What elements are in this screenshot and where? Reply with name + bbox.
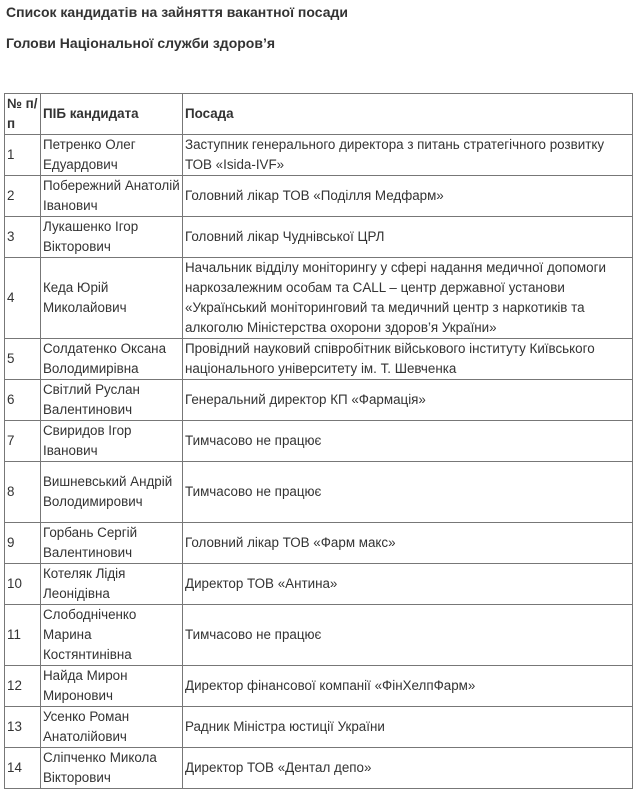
table-row bbox=[5, 666, 633, 707]
candidate-name: Горбань Сергій Валентинович bbox=[41, 523, 183, 564]
row-number: 6 bbox=[5, 380, 41, 421]
table-row bbox=[5, 523, 633, 564]
column-header-number: № п/п bbox=[5, 94, 41, 135]
candidate-position: Тимчасово не працює bbox=[183, 462, 633, 523]
table-row bbox=[5, 380, 633, 421]
table-row bbox=[5, 176, 633, 217]
candidate-position: Тимчасово не працює bbox=[183, 421, 633, 462]
row-number: 12 bbox=[5, 666, 41, 707]
table-row bbox=[5, 605, 633, 666]
table-header-row bbox=[5, 94, 633, 135]
table-row bbox=[5, 707, 633, 748]
candidates-table bbox=[4, 93, 633, 789]
page-subtitle: Голови Національної служби здоров’я bbox=[6, 35, 276, 51]
row-number: 14 bbox=[5, 748, 41, 789]
row-number: 3 bbox=[5, 217, 41, 258]
candidate-name: Слободніченко Марина Костянтинівна bbox=[41, 605, 183, 666]
candidate-position: Тимчасово не працює bbox=[183, 605, 633, 666]
candidate-position: Генеральний директор КП «Фармація» bbox=[183, 380, 633, 421]
page-title: Список кандидатів на зайняття вакантної посади bbox=[6, 4, 348, 20]
candidate-position: Головний лікар ТОВ «Поділля Медфарм» bbox=[183, 176, 633, 217]
candidate-position: Директор фінансової компанії «ФінХелпФарм» bbox=[183, 666, 633, 707]
row-number: 11 bbox=[5, 605, 41, 666]
candidate-name: Світлий Руслан Валентинович bbox=[41, 380, 183, 421]
row-number: 10 bbox=[5, 564, 41, 605]
row-number: 9 bbox=[5, 523, 41, 564]
row-number: 13 bbox=[5, 707, 41, 748]
column-header-position: Посада bbox=[183, 94, 633, 135]
candidate-name: Солдатенко Оксана Володимирівна bbox=[41, 339, 183, 380]
table-row bbox=[5, 462, 633, 523]
candidate-name: Сліпченко Микола Вікторович bbox=[41, 748, 183, 789]
table-row bbox=[5, 748, 633, 789]
candidate-name: Побережний Анатолій Іванович bbox=[41, 176, 183, 217]
row-number: 2 bbox=[5, 176, 41, 217]
candidate-name: Петренко Олег Едуардович bbox=[41, 135, 183, 176]
candidate-name: Кеда Юрій Миколайович bbox=[41, 258, 183, 339]
row-number: 5 bbox=[5, 339, 41, 380]
table-row bbox=[5, 564, 633, 605]
candidate-position: Заступник генерального директора з питань стратегічного розвитку ТОВ «Isida-IVF» bbox=[183, 135, 633, 176]
candidate-position: Директор ТОВ «Дентал депо» bbox=[183, 748, 633, 789]
row-number: 7 bbox=[5, 421, 41, 462]
candidate-position: Провідний науковий співробітник військового інституту Київського національного університету ім. Т. Шевченка bbox=[183, 339, 633, 380]
candidate-name: Найда Мирон Миронович bbox=[41, 666, 183, 707]
table-row bbox=[5, 135, 633, 176]
table-row bbox=[5, 217, 633, 258]
column-header-name: ПІБ кандидата bbox=[41, 94, 183, 135]
candidate-position: Головний лікар Чуднівської ЦРЛ bbox=[183, 217, 633, 258]
table-row bbox=[5, 421, 633, 462]
candidate-position: Головний лікар ТОВ «Фарм макс» bbox=[183, 523, 633, 564]
table-row bbox=[5, 339, 633, 380]
candidate-position: Директор ТОВ «Антина» bbox=[183, 564, 633, 605]
candidate-position: Радник Міністра юстиції України bbox=[183, 707, 633, 748]
candidate-position: Начальник відділу моніторингу у сфері надання медичної допомоги наркозалежним особам та CALL – центр державної установи «Український моніторинговий та медичний центр з наркотиків та алкоголю Міністерства охорони здоров’я України» bbox=[183, 258, 633, 339]
candidate-name: Котеляк Лідія Леонідівна bbox=[41, 564, 183, 605]
candidate-name: Лукашенко Ігор Вікторович bbox=[41, 217, 183, 258]
candidate-name: Усенко Роман Анатолійович bbox=[41, 707, 183, 748]
table-row bbox=[5, 258, 633, 339]
candidate-name: Свиридов Ігор Іванович bbox=[41, 421, 183, 462]
candidate-name: Вишневський Андрій Володимирович bbox=[41, 462, 183, 523]
page-heading bbox=[6, 3, 348, 52]
row-number: 1 bbox=[5, 135, 41, 176]
row-number: 8 bbox=[5, 462, 41, 523]
row-number: 4 bbox=[5, 258, 41, 339]
